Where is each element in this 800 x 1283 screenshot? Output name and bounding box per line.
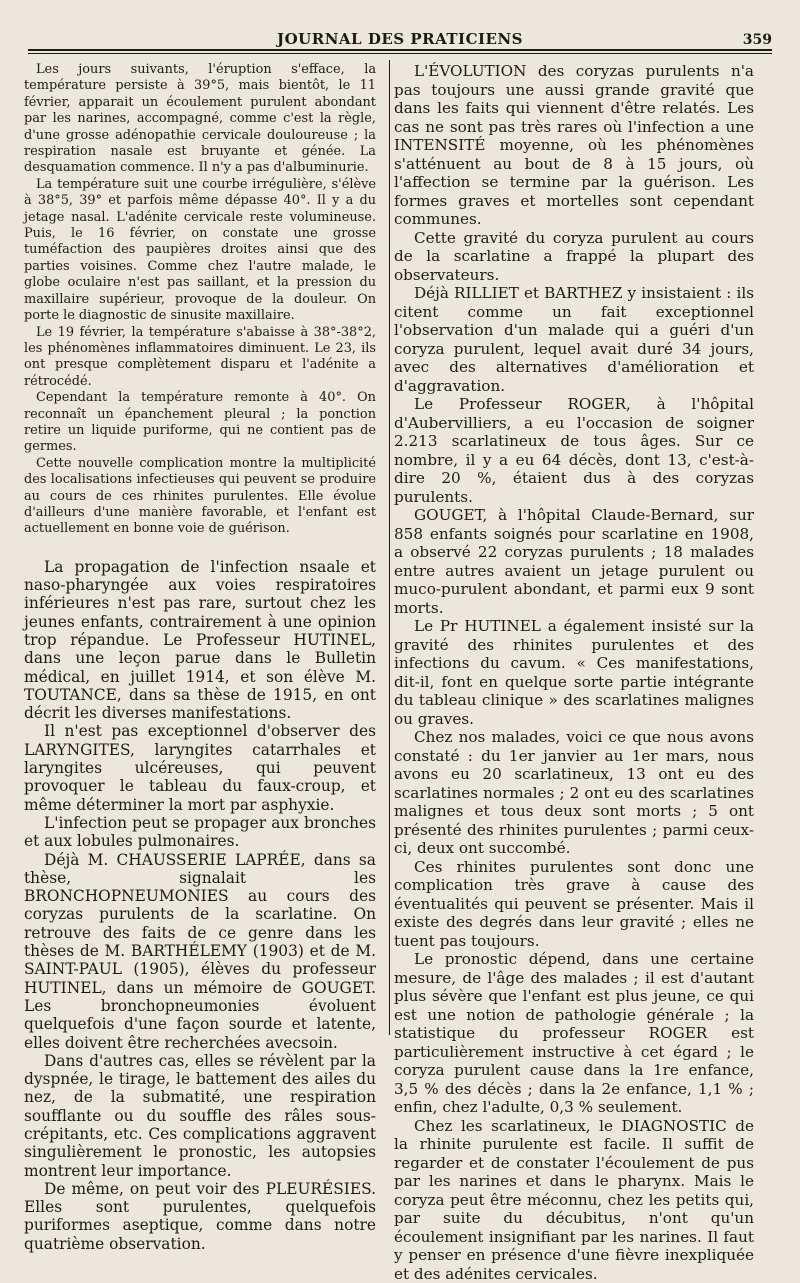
paragraph: Chez nos malades, voici ce que nous avons constaté : du 1er janvier au 1er mars, nous avons eu 20 scarlatineux, 13 ont eu des scarlatines normales ; 2 ont eu des scarlatines malignes et tous deux sont morts ; 5 ont présenté des rhinites purulentes ; parmi ceux-ci, deux ont succombé. xyxy=(394,728,754,858)
case-report-block xyxy=(24,62,376,538)
paragraph: Déjà RILLIET et BARTHEZ y insistaient : ils citent comme un fait exceptionnel l'observation d'un malade qui a guéri d'un coryza purulent, lequel avait duré 34 jours, avec des alternatives d'amélioration et d'aggravation. xyxy=(394,284,754,395)
column-divider xyxy=(389,60,390,1035)
paragraph: Le Professeur ROGER, à l'hôpital d'Aubervilliers, a eu l'occasion de soigner 2.213 scarlatineux de tous âges. Sur ce nombre, il y a eu 64 décès, dont 13, c'est-à-dire 20 %, étaient dus à des coryzas purulents. xyxy=(394,395,754,506)
paragraph: Chez les scarlatineux, le DIAGNOSTIC de la rhinite purulente est facile. Il suffit de regarder et de constater l'écoulement de pus par les narines et dans le pharynx. Mais le coryza peut être méconnu, chez les petits qui, par suite du décubitus, n'ont qu'un écoulement insignifiant par les narines. Il faut y penser en présence d'une fièvre inexpliquée et des adénites cervicales. xyxy=(394,1117,754,1283)
paragraph: Ces rhinites purulentes sont donc une complication très grave à cause des éventualités qui peuvent se présenter. Mais il existe des degrés dans leur gravité ; elles ne tuent pas toujours. xyxy=(394,858,754,951)
section-gap xyxy=(24,538,376,558)
paragraph: Le Pr HUTINEL a également insisté sur la gravité des rhinites purulentes et des infections du cavum. « Ces manifestations, dit-il, font en quelque sorte partie intégrante du tableau clinique » des scarlatines malignes ou graves. xyxy=(394,617,754,728)
paragraph: La propagation de l'infection nsaale et naso-pharyngée aux voies respiratoires inférieures n'est pas rare, surtout chez les jeunes enfants, contrairement à une opinion trop répandue. Le Professeur HUTINEL, dans une leçon parue dans le Bulletin médical, en juillet 1914, et son élève M. TOUTANCE, dans sa thèse de 1915, en ont décrit les diverses manifestations. xyxy=(24,558,376,723)
paragraph: Cependant la température remonte à 40°. On reconnaît un épanchement pleural ; la ponction retire un liquide puriforme, qui ne contient pas de germes. xyxy=(24,390,376,456)
right-column xyxy=(394,62,754,1283)
paragraph: GOUGET, à l'hôpital Claude-Bernard, sur 858 enfants soignés pour scarlatine en 1908, a observé 22 coryzas purulents ; 18 malades entre autres avaient un jetage purulent ou muco-purulent abondant, et parmi eux 9 sont morts. xyxy=(394,506,754,617)
paragraph: Le pronostic dépend, dans une certaine mesure, de l'âge des malades ; il est d'autant plus sévère que l'enfant est plus jeune, ce qui est une notion de pathologie générale ; la statistique du professeur ROGER est particulièrement instructive à cet égard ; le coryza purulent cause dans la 1re enfance, 3,5 % des décès ; dans la 2e enfance, 1,1 % ; enfin, chez l'adulte, 0,3 % seulement. xyxy=(394,950,754,1117)
paragraph: L'infection peut se propager aux bronches et aux lobules pulmonaires. xyxy=(24,814,376,851)
left-column xyxy=(24,62,376,1253)
header-rule-thin xyxy=(28,53,772,54)
page-number: 359 xyxy=(743,32,772,48)
paragraph: Le 19 février, la température s'abaisse à 38°-38°2, les phénomènes inflammatoires diminuent. Le 23, ils ont presque complètement disparu et l'adénite a rétrocédé. xyxy=(24,325,376,391)
paragraph: La température suit une courbe irrégulière, s'élève à 38°5, 39° et parfois même dépasse 40°. Il y a du jetage nasal. L'adénite cervicale reste volumineuse. Puis, le 16 février, on constate une grosse tuméfaction des paupières droites ainsi que des parties voisines. Comme chez l'autre malade, le globe oculaire n'est pas saillant, et la pression du maxillaire supérieur, provoque de la douleur. On porte le diagnostic de sinusite maxillaire. xyxy=(24,177,376,325)
running-header xyxy=(28,24,772,48)
paragraph: Il n'est pas exceptionnel d'observer des LARYNGITES, laryngites catarrhales et laryngites ulcéreuses, qui peuvent provoquer le tableau du faux-croup, et même déterminer la mort par asphyxie. xyxy=(24,722,376,813)
journal-title: JOURNAL DES PRATICIENS xyxy=(28,30,772,48)
header-rule-thick xyxy=(28,49,772,51)
paragraph: Dans d'autres cas, elles se révèlent par la dyspnée, le tirage, le battement des ailes du nez, de la submatité, une respiration soufflante ou du souffle des râles sous-crépitants, etc. Ces complications aggravent singulièrement le pronostic, les autopsies montrent leur importance. xyxy=(24,1052,376,1180)
paragraph: Déjà M. CHAUSSERIE LAPRÉE, dans sa thèse, signalait les BRONCHOPNEUMONIES au cours des coryzas purulents de la scarlatine. On retrouve des faits de ce genre dans les thèses de M. BARTHÉLEMY (1903) et de M. SAINT-PAUL (1905), élèves du professeur HUTINEL, dans un mémoire de GOUGET. Les bronchopneumonies évoluent quelquefois d'une façon sourde et latente, elles doivent être recherchées avecsoin. xyxy=(24,851,376,1052)
complications-block xyxy=(24,558,376,1253)
paragraph: Les jours suivants, l'éruption s'efface, la température persiste à 39°5, mais bientôt, le 11 février, apparait un écoulement purulent abondant par les narines, accompagné, comme c'est la règle, d'une grosse adénopathie cervicale douloureuse ; la respiration nasale est bruyante et génée. La desquamation commence. Il n'y a pas d'albuminurie. xyxy=(24,62,376,177)
paragraph: Cette gravité du coryza purulent au cours de la scarlatine a frappé la plupart des observateurs. xyxy=(394,229,754,285)
paragraph: De même, on peut voir des PLEURÉSIES. Elles sont purulentes, quelquefois puriformes aseptique, comme dans notre quatrième observation. xyxy=(24,1180,376,1253)
paragraph: Cette nouvelle complication montre la multiplicité des localisations infectieuses qui peuvent se produire au cours de ces rhinites purulentes. Elle évolue d'ailleurs d'une manière favorable, et l'enfant est actuellement en bonne voie de guérison. xyxy=(24,456,376,538)
paragraph: L'ÉVOLUTION des coryzas purulents n'a pas toujours une aussi grande gravité que dans les faits qui viennent d'être relatés. Les cas ne sont pas très rares où l'infection a une INTENSITÉ moyenne, où les phénomènes s'atténuent au bout de 8 à 15 jours, où l'affection se termine par la guérison. Les formes graves et mortelles sont cependant communes. xyxy=(394,62,754,229)
